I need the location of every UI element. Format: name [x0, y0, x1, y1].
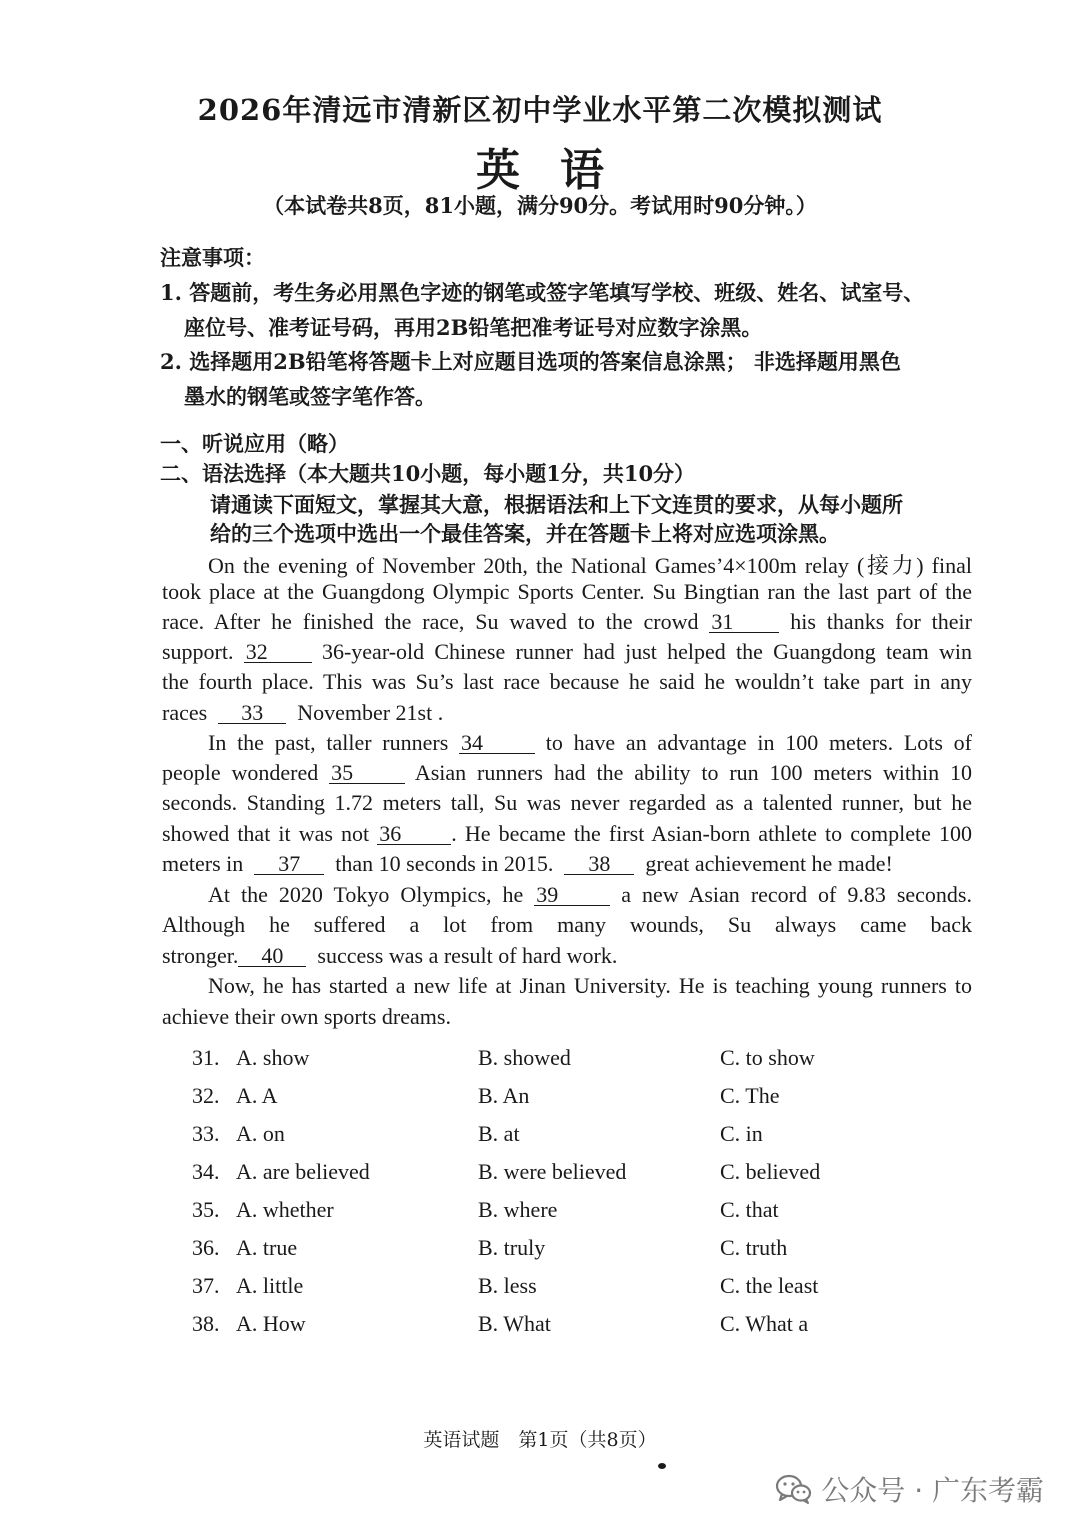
passage-line: On the evening of November 20th, the National Games’4×100m relay (接力) final — [208, 553, 972, 578]
question-number: 35. — [192, 1197, 220, 1222]
passage-line: Although he suffered a lot from many wounds, Su always came back — [162, 912, 972, 937]
question-number: 38. — [192, 1311, 220, 1336]
passage-line: Now, he has started a new life at Jinan University. He is teaching young runners to — [208, 973, 972, 998]
blank-36: 36 — [377, 824, 451, 845]
option-c: C. that — [720, 1197, 779, 1222]
option-b: B. An — [478, 1083, 530, 1108]
option-a: A. show — [236, 1045, 310, 1070]
option-b: B. truly — [478, 1235, 546, 1260]
question-number: 31. — [192, 1045, 220, 1070]
passage-line: seconds. Standing 1.72 meters tall, Su was never regarded as a talented runner, but he — [162, 790, 972, 815]
option-b: B. showed — [478, 1045, 571, 1070]
passage-line: races 33 November 21st . — [162, 700, 444, 725]
subject-title: 英语 — [476, 145, 644, 196]
option-b: B. less — [478, 1273, 537, 1298]
option-a: A. A — [236, 1083, 278, 1108]
blank-35: 35 — [329, 763, 405, 784]
passage-line: people wondered 35 Asian runners had the ability to run 100 meters within 10 — [162, 760, 973, 785]
passage-line: In the past, taller runners 34 to have an advantage in 100 meters. Lots of — [208, 730, 973, 755]
blank-34: 34 — [459, 733, 535, 754]
notice-item-2: 2. 选择题用2B铅笔将答题卡上对应题目选项的答案信息涂黑； 非选择题用黑色 — [160, 349, 901, 374]
option-a: A. little — [236, 1273, 304, 1298]
exam-info: （本试卷共8页，81小题，满分90分。考试用时90分钟。） — [263, 193, 817, 218]
passage-line: took place at the Guangdong Olympic Sports Center. Su Bingtian ran the last part of the — [162, 579, 972, 604]
page-footer: 英语试题 第1页（共8页） — [423, 1429, 657, 1451]
watermark — [775, 1469, 1044, 1509]
blank-40: 40 — [238, 946, 306, 967]
passage-line: At the 2020 Tokyo Olympics, he 39 a new Asian record of 9.83 seconds. — [208, 882, 972, 907]
notice-heading: 注意事项： — [160, 245, 265, 270]
blank-38: 38 — [564, 854, 634, 875]
option-a: A. true — [236, 1235, 298, 1260]
scan-dot — [658, 1463, 666, 1469]
option-b: B. at — [478, 1121, 520, 1146]
section-grammar-heading: 二、语法选择（本大题共10小题，每小题1分，共10分） — [160, 461, 696, 486]
notice-item-2-cont: 墨水的钢笔或签字笔作答。 — [184, 384, 436, 409]
section-grammar-instructions-cont: 给的三个选项中选出一个最佳答案，并在答题卡上将对应选项涂黑。 — [210, 521, 840, 546]
option-b: B. were believed — [478, 1159, 627, 1184]
question-number: 33. — [192, 1121, 220, 1146]
option-a: A. How — [236, 1311, 306, 1336]
passage-line: the fourth place. This was Su’s last race because he said he wouldn’t take part in any — [162, 669, 972, 694]
blank-33: 33 — [218, 703, 286, 724]
blank-37: 37 — [254, 854, 324, 875]
option-c: C. What a — [720, 1311, 809, 1336]
question-number: 32. — [192, 1083, 220, 1108]
passage-line: support. 32 36-year-old Chinese runner had just helped the Guangdong team win — [162, 639, 973, 664]
option-c: C. The — [720, 1083, 780, 1108]
option-a: A. whether — [236, 1197, 334, 1222]
passage-line: race. After he finished the race, Su waved to the crowd 31 his thanks for their — [162, 609, 972, 634]
question-number: 37. — [192, 1273, 220, 1298]
blank-31: 31 — [709, 612, 779, 633]
section-grammar-instructions: 请通读下面短文，掌握其大意，根据语法和上下文连贯的要求，从每小题所 — [210, 492, 903, 517]
blank-39: 39 — [534, 885, 610, 906]
option-a: A. on — [236, 1121, 285, 1146]
passage-line: achieve their own sports dreams. — [162, 1004, 451, 1029]
wechat-icon — [775, 1473, 813, 1505]
watermark-text: 公众号 · 广东考霸 — [821, 1474, 1044, 1507]
option-c: C. to show — [720, 1045, 815, 1070]
option-c: C. the least — [720, 1273, 819, 1298]
passage-line: meters in 37 than 10 seconds in 2015. 38 great achievement he made! — [162, 851, 893, 876]
option-c: C. believed — [720, 1159, 821, 1184]
option-b: B. where — [478, 1197, 558, 1222]
option-c: C. truth — [720, 1235, 788, 1260]
question-number: 34. — [192, 1159, 220, 1184]
option-c: C. in — [720, 1121, 763, 1146]
passage-line: showed that it was not 36 . He became the first Asian-born athlete to complete 100 — [162, 821, 972, 846]
option-a: A. are believed — [236, 1159, 370, 1184]
notice-item-1-cont: 座位号、准考证号码，再用2B铅笔把准考证号对应数字涂黑。 — [184, 315, 763, 340]
passage-line: stronger. 40 success was a result of hard work. — [162, 943, 618, 968]
option-b: B. What — [478, 1311, 551, 1336]
blank-32: 32 — [244, 642, 312, 663]
exam-title: 2026年清远市清新区初中学业水平第二次模拟测试 — [197, 93, 883, 127]
question-number: 36. — [192, 1235, 220, 1260]
section-listening: 一、听说应用（略） — [160, 431, 349, 456]
notice-item-1: 1. 答题前，考生务必用黑色字迹的钢笔或签字笔填写学校、班级、姓名、试室号、 — [160, 280, 925, 305]
